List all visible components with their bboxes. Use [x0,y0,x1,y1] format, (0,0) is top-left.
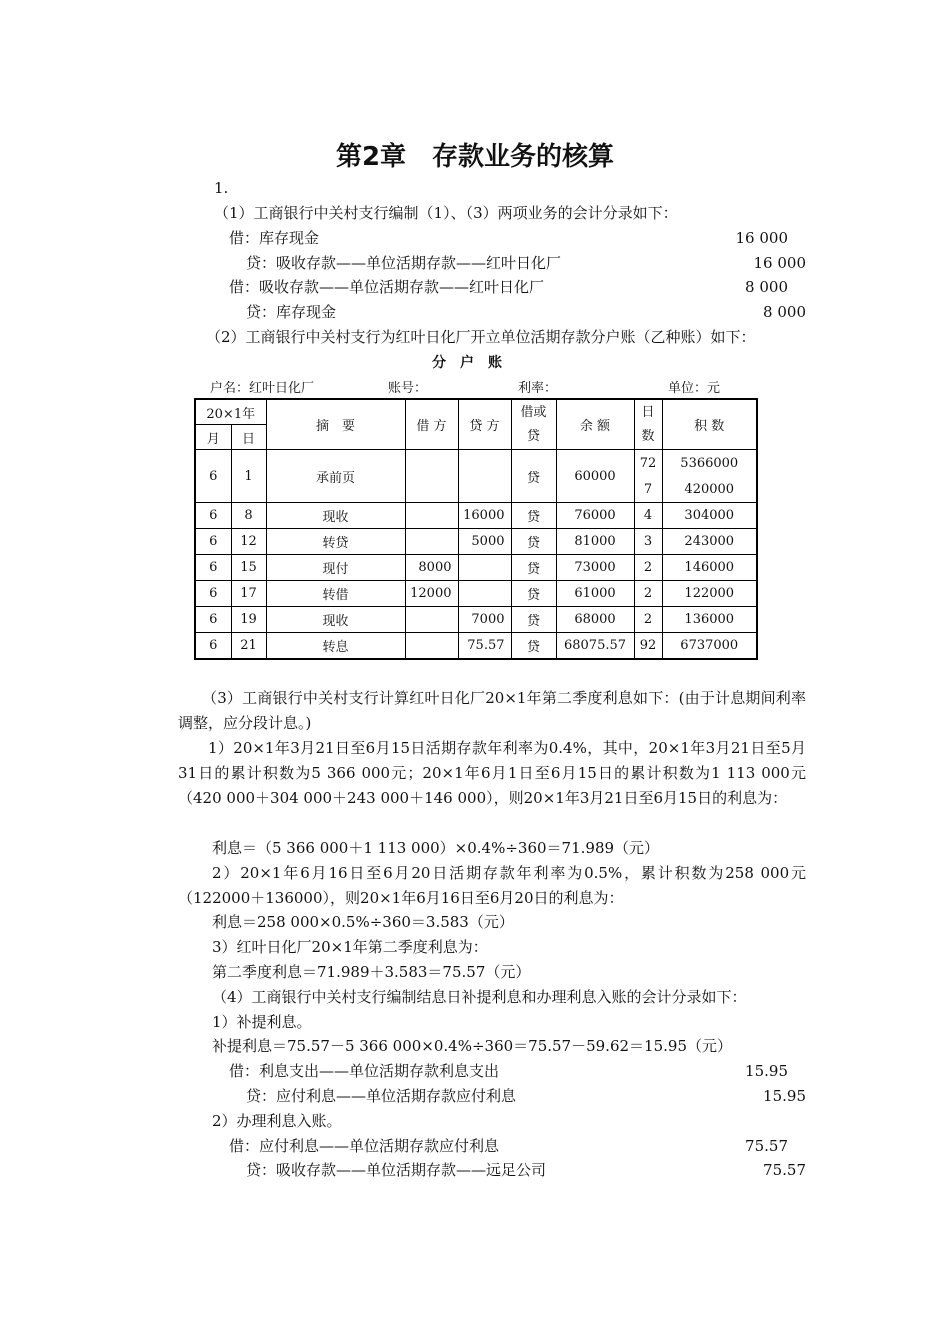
table-row [195,450,757,478]
cell-month: 6 [195,581,231,607]
cell-dc: 贷 [511,529,556,555]
cell-dc: 贷 [511,581,556,607]
part3-formula-2: 利息＝258 000×0.5%÷360＝3.583（元） [212,913,514,931]
cell-balance: 68000 [556,607,634,633]
part4-formula-1: 补提利息＝75.57－5 366 000×0.4%÷360＝75.57－59.62＝15.95（元） [212,1037,732,1055]
part3-intro: （3）工商银行中关村支行计算红叶日化厂20×1年第二季度利息如下：(由于计息期间利率调整，应分段计息。) [178,689,806,732]
ledger-title: 分户账 [432,355,516,371]
header-dc [511,399,556,450]
cell-credit [458,555,511,581]
entry-credit-text: 贷：吸收存款——单位活期存款——远足公司 [246,1161,547,1179]
cell-product: 304000 [662,503,757,529]
entry-amount: 75.57 [745,1137,788,1155]
entry-credit-text: 贷：应付利息——单位活期存款应付利息 [246,1087,517,1105]
cell-credit: 75.57 [458,633,511,660]
part3-paragraph-3: 3）红叶日化厂20×1年第二季度利息为： [212,938,488,956]
header-dc-line2: 贷 [526,428,540,444]
cell-dc: 贷 [511,503,556,529]
entry-amount: 15.95 [763,1087,806,1105]
cell-debit: 8000 [405,555,458,581]
part2-heading: （2）工商银行中关村支行为红叶日化厂开立单位活期存款分户账（乙种账）如下： [206,328,756,346]
cell-days: 2 [634,607,662,633]
header-product: 积 数 [662,399,757,450]
cell-month: 6 [195,633,231,660]
cell-product: 122000 [662,581,757,607]
cell-days: 4 [634,503,662,529]
header-credit: 贷 方 [458,399,511,450]
cell-day: 15 [231,555,266,581]
cell-balance: 73000 [556,555,634,581]
cell-month: 6 [195,503,231,529]
header-days-line2: 数 [641,428,655,444]
ledger-account-name: 户名：红叶日化厂 [210,381,315,396]
ledger-table [194,398,758,660]
cell-balance: 61000 [556,581,634,607]
cell-product: 420000 [662,477,757,502]
ledger-rate: 利率： [518,381,558,396]
cell-day: 17 [231,581,266,607]
cell-day: 19 [231,607,266,633]
cell-days: 2 [634,555,662,581]
ledger-account-no: 账号： [388,381,428,396]
entry-debit-text: 借：应付利息——单位活期存款应付利息 [229,1137,500,1155]
cell-summary: 现收 [266,503,405,529]
cell-summary: 现收 [266,607,405,633]
cell-day: 21 [231,633,266,660]
header-days-line1: 日 [641,404,655,420]
cell-days: 2 [634,581,662,607]
part3-formula-1: 利息＝（5 366 000＋1 113 000）×0.4%÷360＝71.989（元） [212,839,660,857]
header-days [634,399,662,450]
cell-debit [405,633,458,660]
cell-product: 6737000 [662,633,757,660]
cell-summary: 转息 [266,633,405,660]
cell-product: 5366000 [662,450,757,478]
cell-days: 3 [634,529,662,555]
header-balance: 余 额 [556,399,634,450]
ledger-unit: 单位：元 [668,381,721,396]
cell-credit: 5000 [458,529,511,555]
table-row [195,581,757,607]
part4-step-2: 2）办理利息入账。 [212,1112,342,1130]
table-row [195,529,757,555]
entry-credit-text: 贷：库存现金 [246,303,337,321]
cell-debit [405,503,458,529]
cell-dc: 贷 [511,633,556,660]
cell-product: 243000 [662,529,757,555]
cell-month: 6 [195,450,231,503]
entry-debit-text: 借：利息支出——单位活期存款利息支出 [229,1062,500,1080]
table-row [195,555,757,581]
cell-dc: 贷 [511,607,556,633]
cell-balance: 81000 [556,529,634,555]
cell-debit [405,529,458,555]
entry-amount: 8 000 [763,303,806,321]
cell-dc: 贷 [511,555,556,581]
cell-credit [458,581,511,607]
cell-balance: 68075.57 [556,633,634,660]
header-day: 日 [231,425,266,450]
cell-month: 6 [195,607,231,633]
part4-heading: （4）工商银行中关村支行编制结息日补提利息和办理利息入账的会计分录如下： [212,988,747,1006]
cell-summary: 转贷 [266,529,405,555]
cell-product: 136000 [662,607,757,633]
cell-summary: 现付 [266,555,405,581]
table-row [195,633,757,660]
cell-month: 6 [195,529,231,555]
cell-day: 1 [231,450,266,503]
cell-credit [458,450,511,503]
header-debit: 借 方 [405,399,458,450]
cell-debit [405,450,458,503]
cell-day: 12 [231,529,266,555]
cell-days: 92 [634,633,662,660]
part1-heading: （1）工商银行中关村支行编制（1）、（3）两项业务的会计分录如下： [214,204,678,222]
part3-paragraph-2: 2）20×1年6月16日至6月20日活期存款年利率为0.5%，累计积数为258 000元（122000＋136000），则20×1年6月16日至6月20日的利息为： [178,864,806,907]
entry-amount: 75.57 [763,1161,806,1179]
entry-debit-text: 借：库存现金 [229,229,320,247]
entry-amount: 8 000 [745,278,788,296]
cell-product: 146000 [662,555,757,581]
entry-credit-text: 贷：吸收存款——单位活期存款——红叶日化厂 [246,254,562,272]
cell-dc: 贷 [511,450,556,503]
cell-days: 72 [634,450,662,478]
cell-credit: 7000 [458,607,511,633]
entry-debit-text: 借：吸收存款——单位活期存款——红叶日化厂 [229,278,545,296]
table-header-row [195,399,757,425]
page-title: 第2章 存款业务的核算 [335,142,615,172]
section-number: 1. [214,179,229,197]
cell-debit [405,607,458,633]
cell-day: 8 [231,503,266,529]
cell-debit: 12000 [405,581,458,607]
cell-month: 6 [195,555,231,581]
header-month: 月 [195,425,231,450]
table-row [195,503,757,529]
entry-amount: 16 000 [735,229,788,247]
part4-step-1: 1）补提利息。 [212,1013,312,1031]
cell-balance: 60000 [556,450,634,503]
header-year: 20×1年 [195,399,266,425]
cell-summary: 转借 [266,581,405,607]
part3-formula-3: 第二季度利息＝71.989＋3.583＝75.57（元） [212,963,531,981]
cell-summary: 承前页 [266,450,405,503]
cell-days: 7 [634,477,662,502]
header-summary: 摘 要 [266,399,405,450]
header-dc-line1: 借或 [520,404,547,420]
cell-balance: 76000 [556,503,634,529]
part3-paragraph-1: 1）20×1年3月21日至6月15日活期存款年利率为0.4%，其中，20×1年3月21日至5月31日的累计积数为5 366 000元；20×1年6月1日至6月15日的累计积数为1 113 000元（420 000＋304 000＋243 000＋146 000），则20×1年3月21日至6月15日的利息为： [178,739,806,807]
cell-credit: 16000 [458,503,511,529]
table-row [195,607,757,633]
entry-amount: 15.95 [745,1062,788,1080]
entry-amount: 16 000 [753,254,806,272]
